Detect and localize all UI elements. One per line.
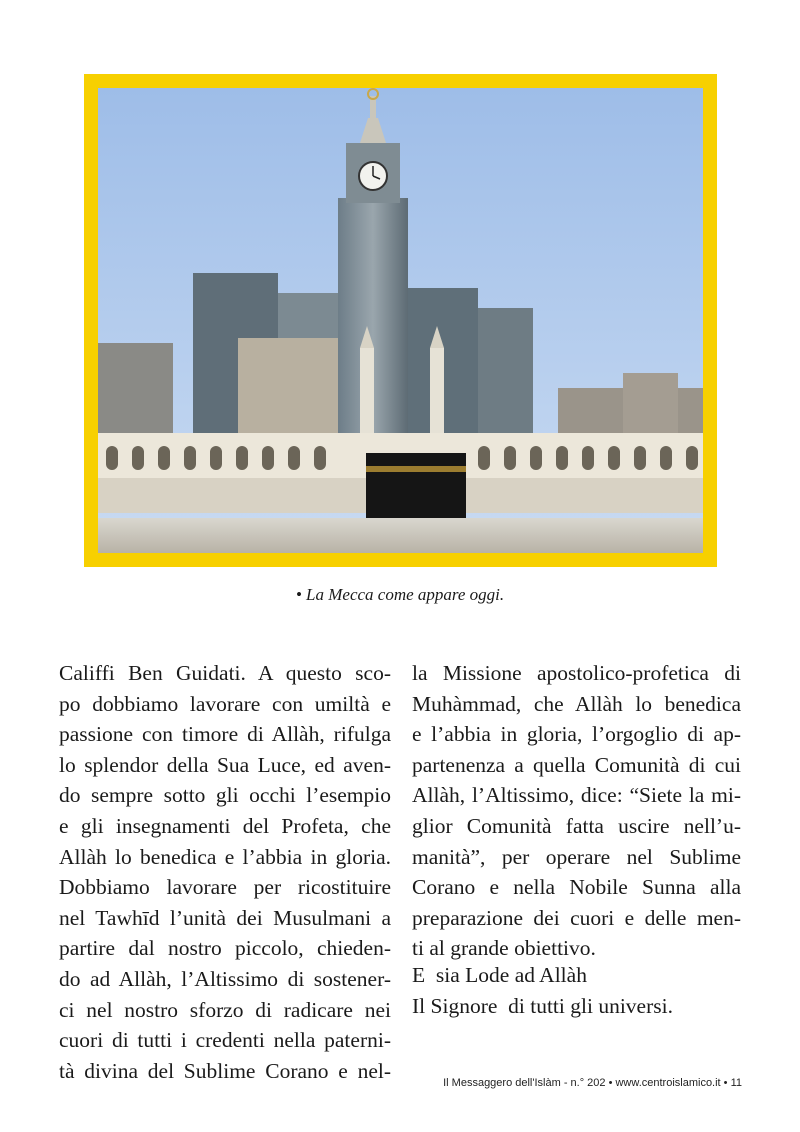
photo-frame bbox=[84, 74, 717, 567]
text-line: partire dal nostro piccolo, chieden- bbox=[59, 936, 391, 961]
text-line: cuori di tutti i credenti nella paterni- bbox=[59, 1028, 391, 1053]
text-line: ci nel nostro sforzo di radicare nei bbox=[59, 997, 391, 1022]
text-line: e gli insegnamenti del Profeta, che bbox=[59, 813, 391, 838]
text-line: Corano e nella Nobile Sunna alla bbox=[412, 875, 741, 900]
text-line: Allàh lo benedica e l’abbia in gloria. bbox=[59, 844, 391, 869]
text-line: preparazione dei cuori e delle men- bbox=[412, 905, 741, 930]
text-line: do sempre sotto gli occhi l’esempio bbox=[59, 783, 391, 808]
text-line: Califfi Ben Guidati. A questo sco- bbox=[59, 661, 391, 685]
text-line: nel Tawhīd l’unità dei Musulmani a bbox=[59, 905, 391, 930]
text-line: do ad Allàh, l’Altissimo di sostener- bbox=[59, 966, 391, 991]
text-line: Muhàmmad, che Allàh lo benedica bbox=[412, 691, 741, 716]
text-line: Allàh, l’Altissimo, dice: “Siete la mi- bbox=[412, 783, 741, 808]
text-line: manità”, per operare nel Sublime bbox=[412, 844, 741, 869]
text-line: tà divina del Sublime Corano e nel- bbox=[59, 1058, 391, 1083]
text-line: e l’abbia in gloria, l’orgoglio di ap- bbox=[412, 722, 741, 747]
text-line: passione con timore di Allàh, rifulga bbox=[59, 722, 391, 747]
text-line: partenenza a quella Comunità di cui bbox=[412, 752, 741, 777]
text-line: po dobbiamo lavorare con umiltà e bbox=[59, 691, 391, 716]
closing-invocation bbox=[412, 960, 673, 1021]
left-column bbox=[59, 658, 391, 1086]
text-line: glior Comunità fatta uscire nell’u- bbox=[412, 813, 741, 838]
text-line: ti al grande obiettivo. bbox=[412, 936, 596, 961]
page-footer: Il Messaggero dell'Islàm - n.° 202 • www.centroislamico.it • 11 bbox=[443, 1077, 742, 1089]
text-line: Dobbiamo lavorare per ricostituire bbox=[59, 875, 391, 900]
closing-line: E sia Lode ad Allàh bbox=[412, 963, 587, 987]
text-line: lo splendor della Sua Luce, ed aven- bbox=[59, 752, 391, 777]
text-line: la Missione apostolico-profetica di bbox=[412, 661, 741, 685]
closing-line: Il Signore di tutti gli universi. bbox=[412, 993, 673, 1018]
photo-caption: • La Mecca come appare oggi. bbox=[295, 585, 505, 604]
right-column bbox=[412, 658, 741, 964]
mecca-photo bbox=[98, 88, 703, 553]
